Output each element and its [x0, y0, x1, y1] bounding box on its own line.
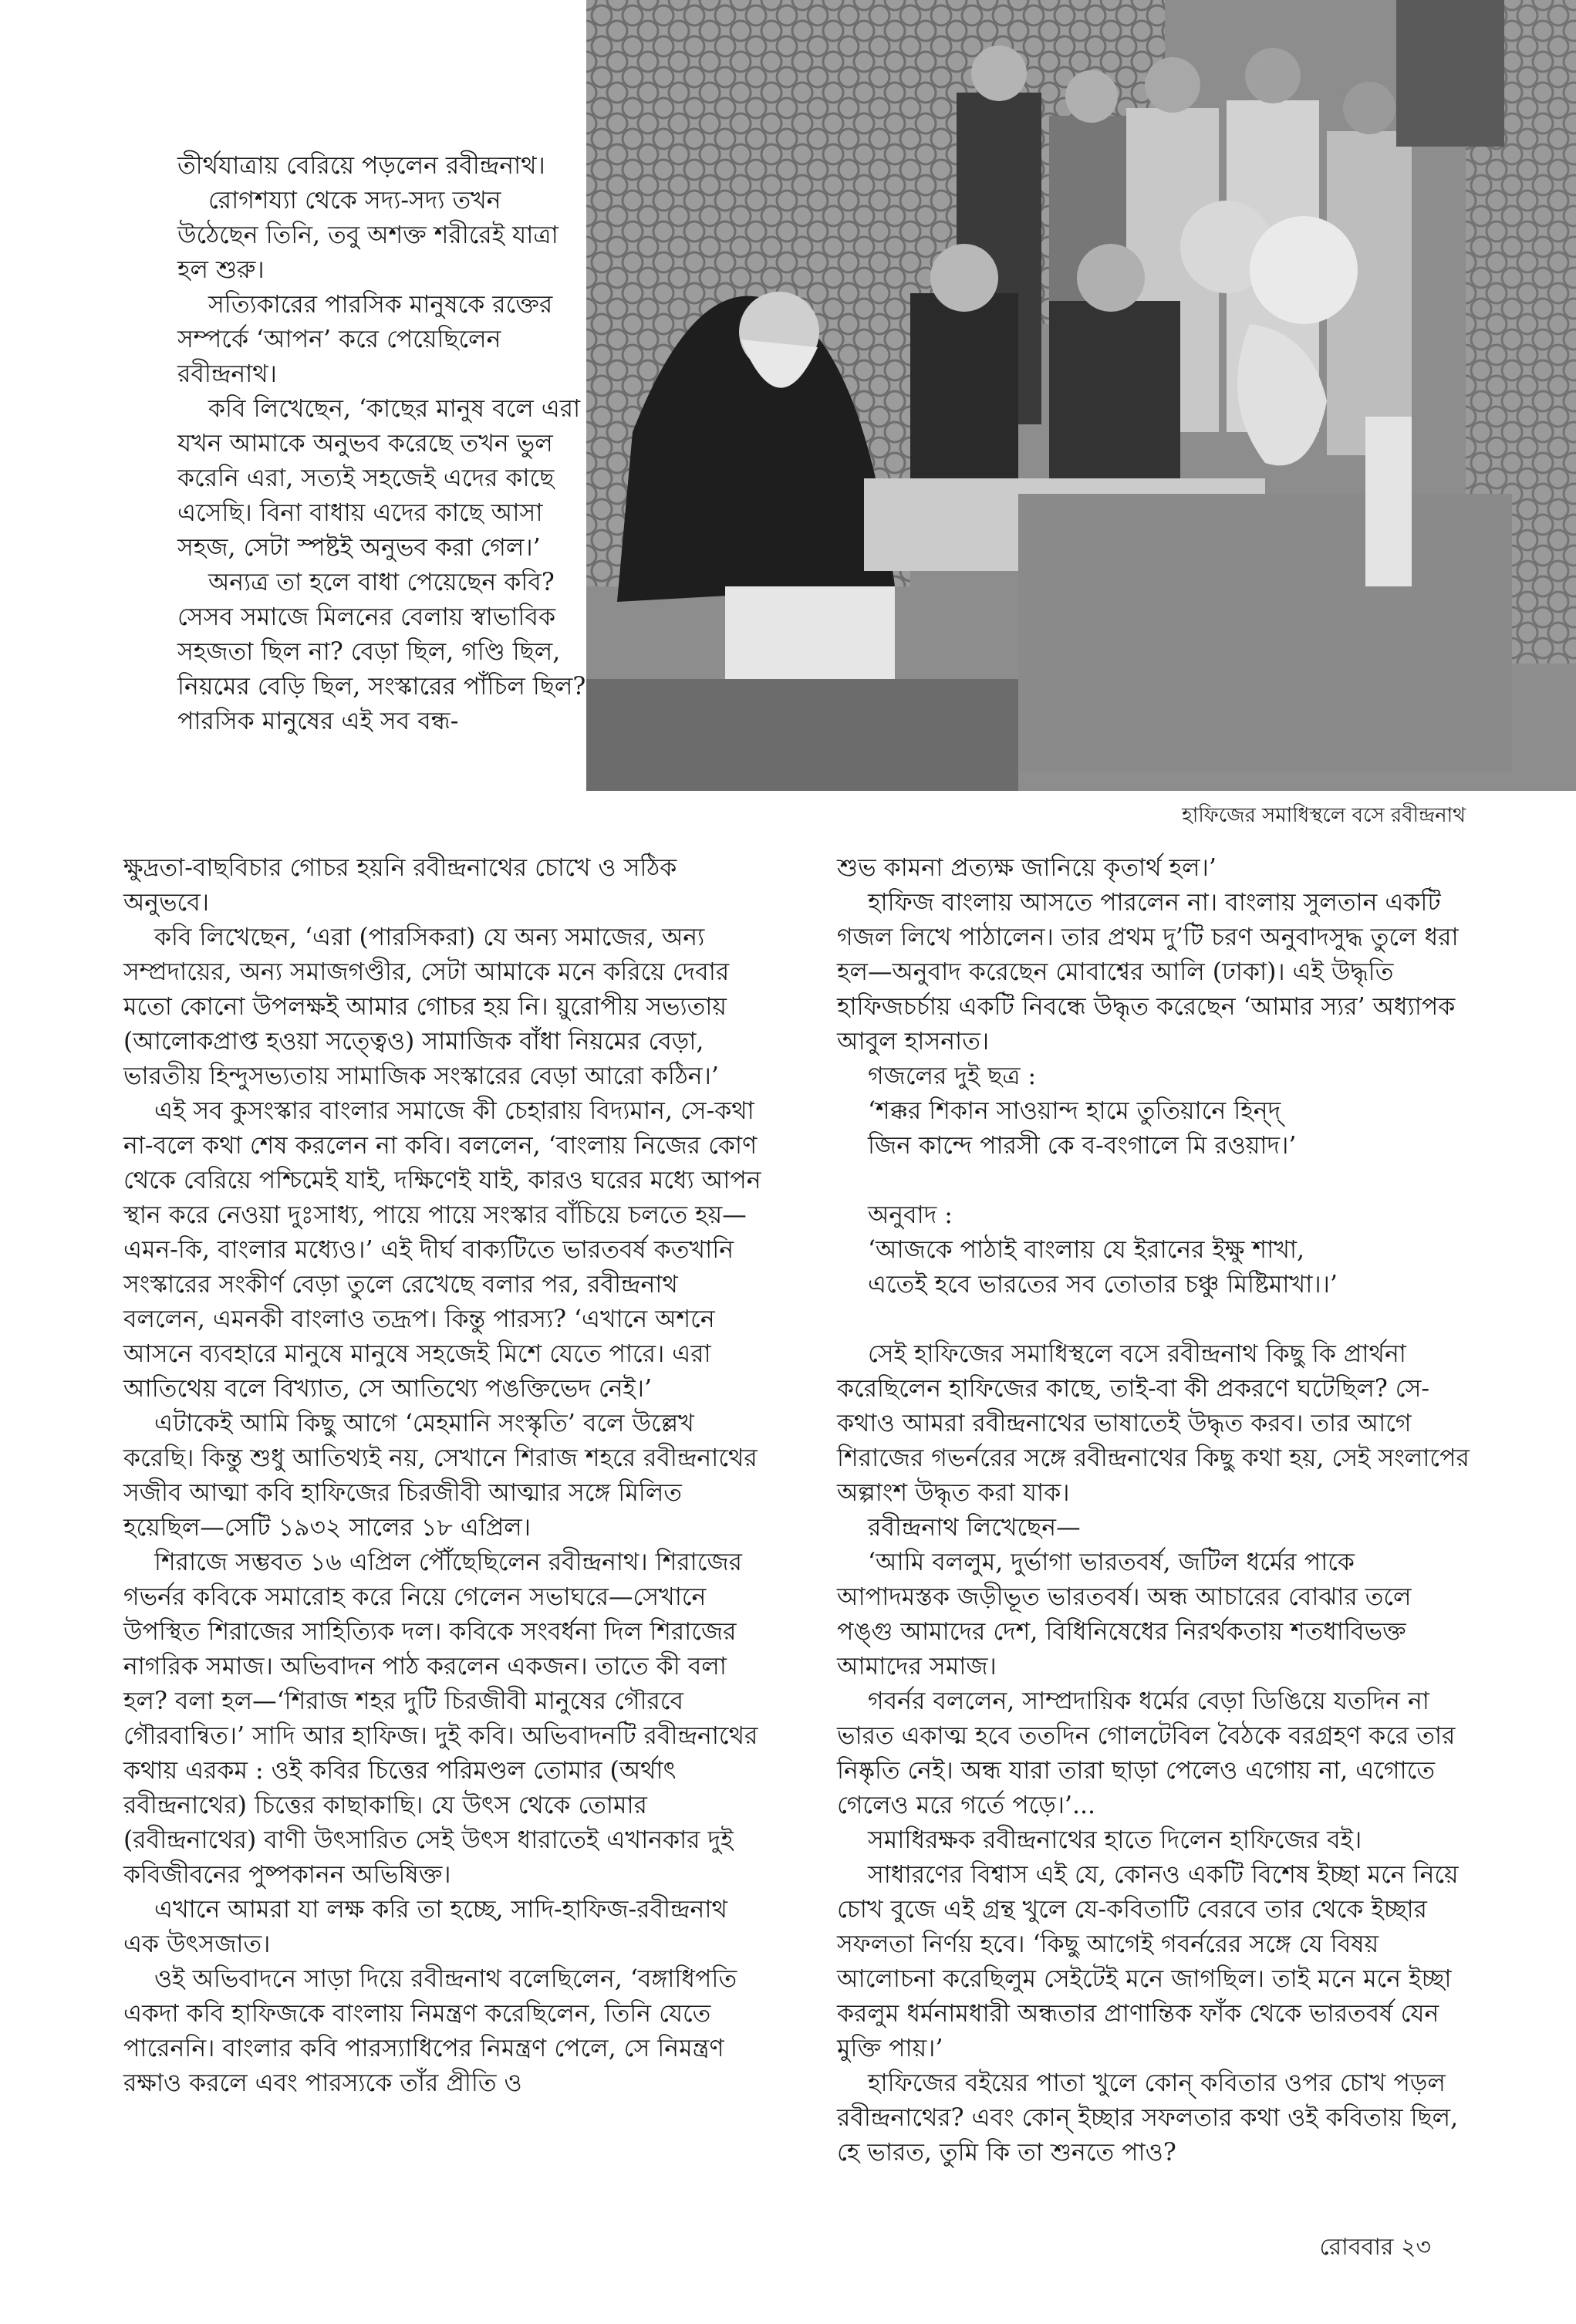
translation-intro: অনুবাদ :: [868, 1201, 953, 1229]
paragraph: হাফিজের বইয়ের পাতা খুলে কোন্ কবিতার ওপর চোখ পড়ল রবীন্দ্রনাথের? এবং কোন্ ইচ্ছার সফলতার কথা ওই কবিতায় ছিল, হে ভারত, তুমি কি তা শুনতে পাও?: [837, 2069, 1459, 2167]
paragraph: সেই হাফিজের সমাধিস্থলে বসে রবীন্দ্রনাথ কিছু কি প্রার্থনা করেছিলেন হাফিজের কাছে, তাই-বা কী প্রকরণে ঘটেছিল? সে-কথাও আমরা রবীন্দ্রনাথের ভাষাতেই উদ্ধৃত করব। তার আগে শিরাজের গভর্নরের সঙ্গে রবীন্দ্রনাথের কিছু কথা হয়, সেই সংলাপের অল্পাংশ উদ্ধৃত করা যাক।: [837, 1340, 1470, 1507]
paragraph: এই সব কুসংস্কার বাংলার সমাজে কী চেহারায় বিদ্যমান, সে-কথা না-বলে কথা শেষ করলেন না কবি। বললেন, ‘বাংলায় নিজের কোণ থেকে বেরিয়ে পশ্চিমেই যাই, দক্ষিণেই যাই, কারও ঘরের মধ্যে আপন স্থান করে নেওয়া দুঃসাধ্য, পায়ে পায়ে সংস্কার বাঁচিয়ে চলতে হয়—এমন-কি, বাংলার মধ্যেও।’ এই দীর্ঘ বাক্যটিতে ভারতবর্ষ কতখানি সংস্কারের সংকীর্ণ বেড়া তুলে রেখেছে বলার পর, রবীন্দ্রনাথ বললেন, এমনকী বাংলাও তদ্রূপ। কিন্তু পারস্য? ‘এখানে অশনে আসনে ব্যবহারে মানুষে মানুষে সহজেই মিশে যেতে পারে। এরা আতিথেয় বলে বিখ্যাত, সে আতিথ্যে পঙক্তিভেদ নেই।’: [123, 1097, 761, 1403]
paragraph: হাফিজ বাংলায় আসতে পারলেন না। বাংলায় সুলতান একটি গজল লিখে পাঠালেন। তার প্রথম দু’টি চরণ অনুবাদসুদ্ধ তুলে ধরা হল—অনুবাদ করেছেন মোবাশ্বের আলি (ঢাকা)। এই উদ্ধৃতি হাফিজচর্চায় একটি নিবন্ধে উদ্ধৃত করেছেন ‘আমার স্যর’ অধ্যাপক আবুল হাসনাত।: [837, 889, 1459, 1056]
translation-line: ‘আজকে পাঠাই বাংলায় যে ইরানের ইক্ষু শাখা,: [868, 1236, 1305, 1264]
photo-rabindranath-at-hafiz-tomb: [586, 0, 1576, 791]
paragraph: সত্যিকারের পারসিক মানুষকে রক্তের সম্পর্কে ‘আপন’ করে পেয়েছিলেন রবীন্দ্রনাথ।: [177, 291, 553, 388]
ghazal-line: জিন কান্দে পারসী কে ব-বংগালে মি রওয়াদ।’: [868, 1132, 1297, 1160]
paragraph: সাধারণের বিশ্বাস এই যে, কোনও একটি বিশেষ ইচ্ছা মনে নিয়ে চোখ বুজে এই গ্রন্থ খুলে যে-কবিতাটি বেরবে তার থেকে ইচ্ছার সফলতা নির্ণয় হবে। ‘কিছু আগেই গবর্নরের সঙ্গে যে বিষয় আলোচনা করেছিলুম সেইটেই মনে জাগছিল। তাই মনে মনে ইচ্ছা করলুম ধর্মনামধারী অন্ধতার প্রাণান্তিক ফাঁক থেকে ভারতবর্ষ যেন মুক্তি পায়।’: [837, 1861, 1459, 2062]
translation-line: এতেই হবে ভারতের সব তোতার চঞ্চু মিষ্টিমাখা।।’: [868, 1271, 1338, 1299]
paragraph: শিরাজে সম্ভবত ১৬ এপ্রিল পৌঁছেছিলেন রবীন্দ্রনাথ। শিরাজের গভর্নর কবিকে সমারোহ করে নিয়ে গেলেন সভাঘরে—সেখানে উপস্থিত শিরাজের সাহিত্যিক দল। কবিকে সংবর্ধনা দিল শিরাজের নাগরিক সমাজ। অভিবাদন পাঠ করলেন একজন। তাতে কী বলা হল? বলা হল—‘শিরাজ শহর দুটি চিরজীবী মানুষের গৌরবে গৌরবান্বিত।’ সাদি আর হাফিজ। দুই কবি। অভিবাদনটি রবীন্দ্রনাথের কথায় এরকম : ওই কবির চিত্তের পরিমণ্ডল তোমার (অর্থাৎ রবীন্দ্রনাথের) চিত্তের কাছাকাছি। যে উৎস থেকে তোমার (রবীন্দ্রনাথের) বাণী উৎসারিত সেই উৎস ধারাতেই এখানকার দুই কবিজীবনের পুষ্পকানন অভিষিক্ত।: [123, 1549, 758, 1889]
paragraph: গবর্নর বললেন, সাম্প্রদায়িক ধর্মের বেড়া ডিঙিয়ে যতদিন না ভারত একাত্ম হবে ততদিন গোলটেবিল বৈঠকে বরগ্রহণ করে তার নিষ্কৃতি নেই। অন্ধ যারা তারা ছাড়া পেলেও এগোয় না, এগোতে গেলেও মরে গর্তে পড়ে।’...: [837, 1687, 1456, 1819]
paragraph: কবি লিখেছেন, ‘কাছের মানুষ বলে এরা যখন আমাকে অনুভব করেছে তখন ভুল করেনি এরা, সত্যই সহজেই এদের কাছে এসেছি। বিনা বাধায় এদের কাছে আসা সহজ, সেটা স্পষ্টই অনুভব করা গেল।’: [177, 395, 581, 562]
article-column-left-top: [177, 149, 586, 739]
article-column-right: [837, 851, 1470, 2170]
page-footer: রোববার ২৩: [1319, 2234, 1431, 2261]
paragraph: অন্যত্র তা হলে বাধা পেয়েছেন কবি? সেসব সমাজে মিলনের বেলায় স্বাভাবিক সহজতা ছিল না? বেড়া ছিল, গণ্ডি ছিল, নিয়মের বেড়ি ছিল, সংস্কারের পাঁচিল ছিল? পারসিক মানুষের এই সব বন্ধ-: [177, 569, 586, 735]
paragraph: ক্ষুদ্রতা-বাছবিচার গোচর হয়নি রবীন্দ্রনাথের চোখে ও সঠিক অনুভবে।: [123, 854, 677, 917]
paragraph: কবি লিখেছেন, ‘এরা (পারসিকরা) যে অন্য সমাজের, অন্য সম্প্রদায়ের, অন্য সমাজগণ্ডীর, সেটা আমাকে মনে করিয়ে দেবার মতো কোনো উপলক্ষই আমার গোচর হয় নি। য়ুরোপীয় সভ্যতায় (আলোকপ্রাপ্ত হওয়া সত্ত্বেও) সামাজিক বাঁধা নিয়মের বেড়া, ভারতীয় হিন্দুসভ্যতায় সামাজিক সংস্কারের বেড়া আরো কঠিন।’: [123, 924, 730, 1090]
paragraph: ‘আমি বললুম, দুর্ভাগা ভারতবর্ষ, জটিল ধর্মের পাকে আপাদমস্তক জড়ীভূত ভারতবর্ষ। অন্ধ আচারের বোঝার তলে পঙ্গু আমাদের দেশ, বিধিনিষেধের নিরর্থকতায় শতধাবিভক্ত আমাদের সমাজ।: [837, 1549, 1412, 1681]
paragraph: তীর্থযাত্রায় বেরিয়ে পড়লেন রবীন্দ্রনাথ।: [177, 152, 545, 180]
paragraph: রবীন্দ্রনাথ লিখেছেন—: [868, 1514, 1081, 1542]
paragraph: সমাধিরক্ষক রবীন্দ্রনাথের হাতে দিলেন হাফিজের বই।: [868, 1826, 1362, 1854]
photo-caption: হাফিজের সমাধিস্থলে বসে রবীন্দ্রনাথ: [1182, 804, 1466, 827]
paragraph: শুভ কামনা প্রত্যক্ষ জানিয়ে কৃতার্থ হল।’: [837, 854, 1217, 882]
ghazal-intro: গজলের দুই ছত্র :: [868, 1062, 1037, 1090]
ghazal-line: ‘শক্কর শিকান সাওয়ান্দ হামে তুতিয়ানে হিন্দ্: [868, 1097, 1281, 1125]
paragraph: ওই অভিবাদনে সাড়া দিয়ে রবীন্দ্রনাথ বলেছিলেন, ‘বঙ্গাধিপতি একদা কবি হাফিজকে বাংলায় নিমন্ত্রণ করেছিলেন, তিনি যেতে পারেননি। বাংলার কবি পারস্যাধিপের নিমন্ত্রণ পেলে, সে নিমন্ত্রণ রক্ষাও করলে এবং পারস্যকে তাঁর প্রীতি ও: [123, 1965, 737, 2097]
paragraph: রোগশয্যা থেকে সদ্য-সদ্য তখন উঠেছেন তিনি, তবু অশক্ত শরীরেই যাত্রা হল শুরু।: [177, 187, 559, 284]
article-column-left-bottom: [123, 851, 764, 2101]
paragraph: এখানে আমরা যা লক্ষ করি তা হচ্ছে, সাদি-হাফিজ-রবীন্দ্রনাথ এক উৎসজাত।: [123, 1896, 727, 1958]
paragraph: এটাকেই আমি কিছু আগে ‘মেহমানি সংস্কৃতি’ বলে উল্লেখ করেছি। কিন্তু শুধু আতিথ্যই নয়, সেখানে শিরাজ শহরে রবীন্দ্রনাথের সজীব আত্মা কবি হাফিজের চিরজীবী আত্মার সঙ্গে মিলিত হয়েছিল—সেটি ১৯৩২ সালের ১৮ এপ্রিল।: [123, 1410, 758, 1542]
